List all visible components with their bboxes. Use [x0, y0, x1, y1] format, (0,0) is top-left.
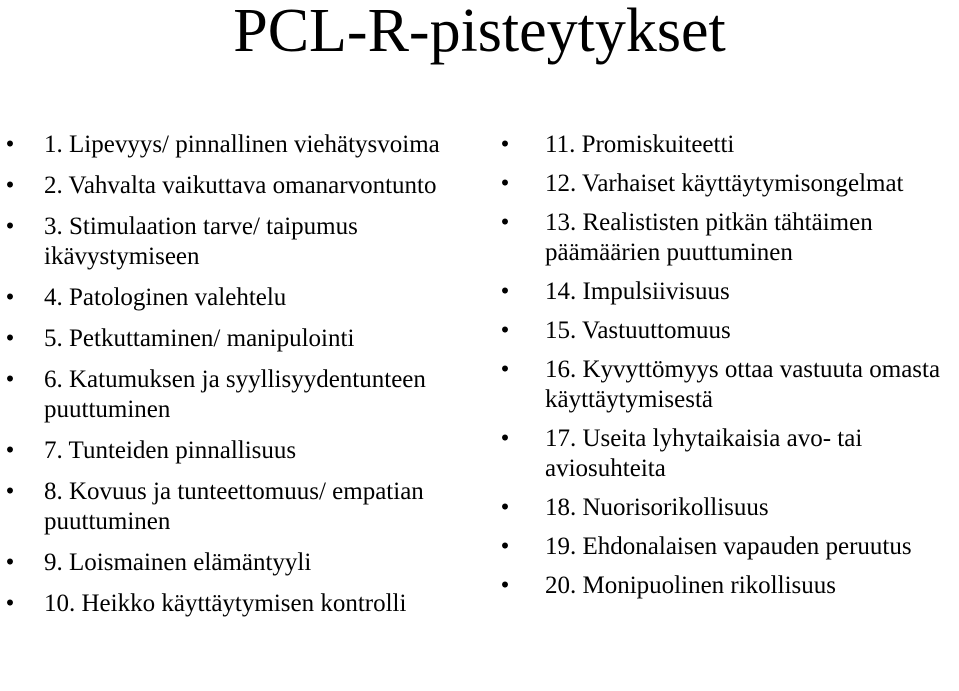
list-item-text: 14. Impulsiivisuus — [545, 278, 730, 305]
bullet-icon: • — [500, 317, 510, 344]
bullet-icon: • — [500, 278, 510, 305]
list-item — [0, 365, 480, 425]
list-item-text: 5. Petkuttaminen/ manipulointi — [44, 325, 355, 352]
list-item — [495, 532, 959, 562]
bullet-icon: • — [500, 170, 510, 197]
list-item-text: 4. Patologinen valehtelu — [44, 284, 287, 311]
list-item — [495, 169, 959, 199]
list-item — [0, 283, 480, 313]
list-item — [495, 424, 959, 484]
bullet-icon: • — [500, 494, 510, 521]
list-item-text: 11. Promiskuiteetti — [545, 131, 735, 158]
list-item — [495, 493, 959, 523]
list-item — [495, 130, 959, 160]
bullet-icon: • — [5, 172, 15, 199]
right-criteria-list — [495, 130, 959, 610]
list-item-text: 7. Tunteiden pinnallisuus — [44, 437, 297, 464]
list-item-text: 1. Lipevyys/ pinnallinen viehätysvoima — [44, 131, 440, 158]
list-item — [495, 277, 959, 307]
list-item — [495, 208, 959, 268]
list-item — [0, 477, 480, 537]
bullet-icon: • — [500, 356, 510, 383]
bullet-icon: • — [5, 325, 15, 352]
list-item-text: 15. Vastuuttomuus — [545, 317, 731, 344]
list-item — [0, 212, 480, 272]
list-item-text: 3. Stimulaation tarve/ taipumus ikävystymiseen — [44, 213, 358, 270]
list-item — [0, 548, 480, 578]
list-item-text: 8. Kovuus ja tunteettomuus/ empatian puuttuminen — [44, 478, 424, 535]
list-item-text: 19. Ehdonalaisen vapauden peruutus — [545, 533, 912, 560]
list-item-text: 2. Vahvalta vaikuttava omanarvontunto — [44, 172, 437, 199]
list-item — [495, 571, 959, 601]
bullet-icon: • — [5, 131, 15, 158]
list-item — [495, 316, 959, 346]
list-item-text: 16. Kyvyttömyys ottaa vastuuta omasta käyttäytymisestä — [545, 356, 941, 413]
bullet-icon: • — [5, 478, 15, 505]
list-item-text: 10. Heikko käyttäytymisen kontrolli — [44, 590, 407, 617]
list-item — [0, 324, 480, 354]
bullet-icon: • — [500, 572, 510, 599]
bullet-icon: • — [500, 209, 510, 236]
bullet-icon: • — [5, 284, 15, 311]
bullet-icon: • — [500, 533, 510, 560]
list-item-text: 12. Varhaiset käyttäytymisongelmat — [545, 170, 904, 197]
bullet-icon: • — [5, 590, 15, 617]
bullet-icon: • — [5, 213, 15, 240]
bullet-icon: • — [500, 131, 510, 158]
list-item-text: 9. Loismainen elämäntyyli — [44, 549, 312, 576]
list-item-text: 17. Useita lyhytaikaisia avo- tai aviosuhteita — [545, 425, 863, 482]
bullet-icon: • — [500, 425, 510, 452]
list-item-text: 20. Monipuolinen rikollisuus — [545, 572, 836, 599]
bullet-icon: • — [5, 366, 15, 393]
list-item-text: 6. Katumuksen ja syyllisyydentunteen puuttuminen — [44, 366, 426, 423]
list-item — [495, 355, 959, 415]
bullet-icon: • — [5, 437, 15, 464]
left-criteria-list — [0, 130, 480, 630]
list-item-text: 18. Nuorisorikollisuus — [545, 494, 769, 521]
list-item — [0, 130, 480, 160]
list-item — [0, 171, 480, 201]
bullet-icon: • — [5, 549, 15, 576]
list-item-text: 13. Realististen pitkän tähtäimen päämäärien puuttuminen — [545, 209, 873, 266]
list-item — [0, 589, 480, 619]
page-title: PCL-R-pisteytykset — [233, 0, 726, 65]
list-item — [0, 436, 480, 466]
